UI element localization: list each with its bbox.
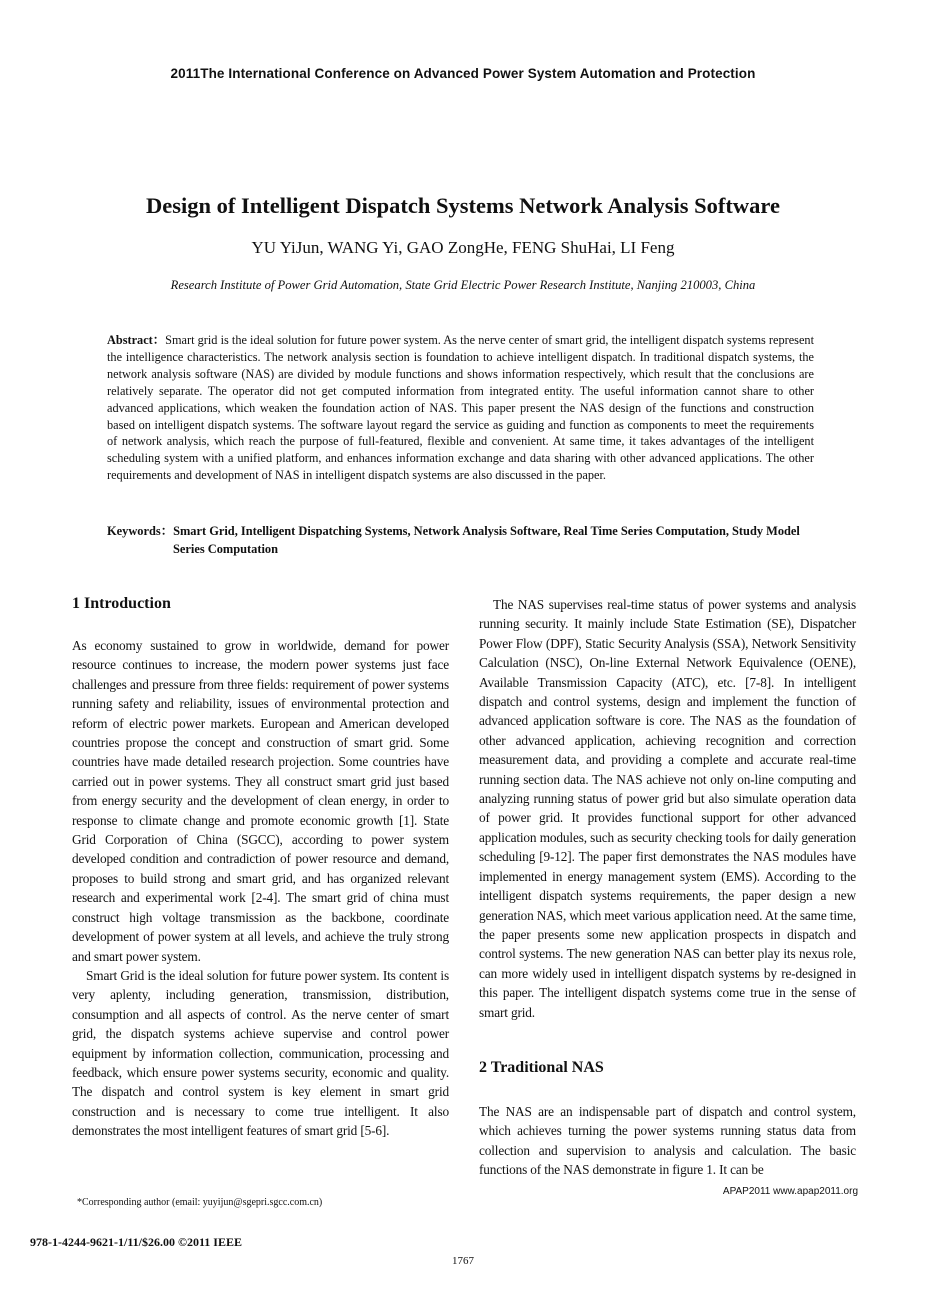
abstract-label: Abstract： — [107, 333, 166, 347]
conference-header: 2011The International Conference on Advanced Power System Automation and Protection — [170, 66, 756, 81]
keywords-label: Keywords： — [107, 524, 174, 538]
corresponding-author-footnote: *Corresponding author (email: yuyijun@sgepri.sgcc.com.cn) — [77, 1197, 323, 1208]
right-column — [479, 595, 856, 1022]
page-number: 1767 — [452, 1255, 474, 1267]
section-heading-introduction: 1 Introduction — [72, 595, 171, 612]
abstract-text: Smart grid is the ideal solution for future power system. As the nerve center of smart grid, the intelligent dispatch systems represent the intelligence characteristics. The network analysis section is foundation to achieve intelligent dispatch. In traditional dispatch systems, the network analysis software (NAS) are divided by module functions and shows information respectively, which result that the conclusions are relatively separate. The operator did not get computed information from integrated entity. The useful information cannot share to other advanced applications, which weaken the foundation action of NAS. This paper present the NAS design of the functions and construction based on intelligent dispatch systems. The software layout regard the service as guiding and function as components to meet the requirements of network analysis, which reach the purpose of full-featured, flexible and convenient. At same time, it takes advantages of the intelligent scheduling system with a unified platform, and enhances information exchange and data sharing with other advanced applications. The other requirements and development of NAS in intelligent dispatch systems are also discussed in the paper. — [107, 333, 814, 483]
keywords-text: Smart Grid, Intelligent Dispatching Systems, Network Analysis Software, Real Time Series Computation, Study Model Series Computation — [173, 524, 800, 556]
section-heading-traditional-nas: 2 Traditional NAS — [479, 1059, 604, 1076]
traditional-nas-column — [479, 1102, 856, 1180]
traditional-nas-paragraph-1: The NAS are an indispensable part of dispatch and control system, which achieves turning the power systems running status data from collection and supervision to analysis and calculation. The basic functions of the NAS demonstrate in figure 1. It can be — [479, 1104, 856, 1178]
intro-paragraph-1: As economy sustained to grow in worldwide, demand for power resource continues to increase, the modern power systems just face challenges and pressure from three fields: requirement of power systems running safety and reliability, issues of environmental protection and reform of electric power markets. European and American developed countries propose the concept and construction of smart grid. Some countries have made detailed research projection. Some countries have carried out in power systems. They all construct smart grid just based from energy security and the development of clean energy, in order to response to climate change and promote economic growth [1]. State Grid Corporation of China (SGCC), according to power system developed condition and contradiction of power resource and demand, proposes to build strong and smart grid, and has organized relevant research and experimental work [2-4]. The smart grid of china must construct high voltage transmission as the backbone, coordinate development of power system at all levels, and achieve the truly strong and smart power system. — [72, 638, 449, 964]
paper-title: Design of Intelligent Dispatch Systems Network Analysis Software — [146, 193, 780, 218]
abstract-block — [107, 332, 814, 484]
paper-authors: YU YiJun, WANG Yi, GAO ZongHe, FENG ShuHai, LI Feng — [251, 238, 675, 257]
keywords-block — [107, 523, 814, 558]
intro-paragraph-2: Smart Grid is the ideal solution for future power system. Its content is very aplenty, including generation, transmission, distribution, consumption and all aspects of control. As the nerve center of smart grid, the dispatch systems achieve supervise and control power equipment by information collection, communication, processing and feedback, which ensure power systems security, economic and quality. The dispatch and control system is key element in smart grid construction and is necessary to come true intelligent. It also demonstrates the most intelligent features of smart grid [5-6]. — [72, 967, 449, 1139]
conference-footer-tag: APAP2011 www.apap2011.org — [722, 1186, 858, 1197]
intro-paragraph-3: The NAS supervises real-time status of power systems and analysis running security. It mainly include State Estimation (SE), Dispatcher Power Flow (DPF), Static Security Analysis (SSA), Network Sensitivity Calculation (NSC), On-line External Network Equivalence (OENE), Available Transmission Capacity (ATC), etc. [7-8]. In intelligent dispatch and control systems, design and implement the function of advanced application software is core. The NAS as the foundation of other advanced application, achieving recognition and correction measurement data, and providing a complete and accurate real-time running section data. The NAS achieve not only on-line computing and analyzing running status of power grid but also simulate operation data of power grid. It provides functional support for other advanced application modules, such as security checking tools for daily generation scheduling [9-12]. The paper first demonstrates the NAS modules have implemented in energy management system (EMS). According to the intelligent dispatch systems requirements, the paper design a new generation NAS, which meet various application need. At the same time, the paper presents some new application prospects in dispatch and control systems. The new generation NAS can better play its nexus role, can more widely used in intelligent dispatch systems by re-designed in this paper. The intelligent dispatch systems come true in the sense of smart grid. — [479, 597, 856, 1020]
paper-affiliation: Research Institute of Power Grid Automation, State Grid Electric Power Research Institute, Nanjing 210003, China — [170, 278, 756, 292]
left-column — [72, 636, 449, 1141]
isbn-line: 978-1-4244-9621-1/11/$26.00 ©2011 IEEE — [30, 1235, 242, 1249]
